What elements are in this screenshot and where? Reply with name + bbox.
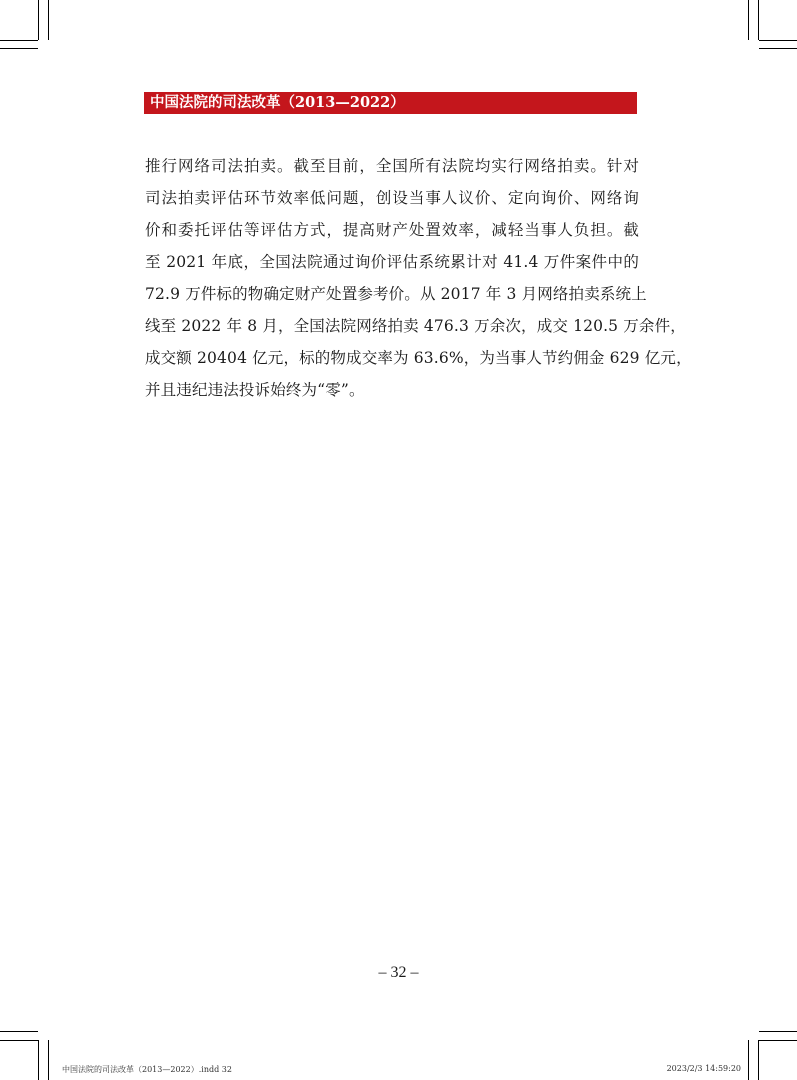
crop-mark bbox=[759, 40, 797, 41]
print-slug-filename: 中国法院的司法改革（2013—2022）.indd 32 bbox=[62, 1065, 232, 1074]
paragraph-line: 并且违纪违法投诉始终为“零”。 bbox=[145, 381, 365, 399]
crop-mark bbox=[0, 1040, 38, 1041]
crop-mark bbox=[758, 0, 759, 40]
paragraph-line: 司法拍卖评估环节效率低问题，创设当事人议价、定向询价、网络询 bbox=[145, 189, 639, 207]
running-header bbox=[144, 92, 637, 114]
crop-mark bbox=[759, 48, 797, 49]
crop-mark bbox=[48, 1040, 49, 1080]
crop-mark bbox=[0, 48, 38, 49]
body-paragraph bbox=[145, 150, 692, 406]
paragraph-line: 价和委托评估等评估方式，提高财产处置效率，减轻当事人负担。截 bbox=[145, 221, 639, 239]
crop-mark bbox=[38, 0, 39, 40]
crop-mark bbox=[748, 0, 749, 40]
paragraph-line: 72.9 万件标的物确定财产处置参考价。从 2017 年 3 月网络拍卖系统上 bbox=[145, 285, 647, 303]
crop-mark bbox=[0, 40, 38, 41]
crop-mark bbox=[748, 1040, 749, 1080]
paragraph-line: 推行网络司法拍卖。截至目前，全国所有法院均实行网络拍卖。针对 bbox=[145, 157, 639, 175]
paragraph-line: 至 2021 年底，全国法院通过询价评估系统累计对 41.4 万件案件中的 bbox=[145, 253, 639, 271]
print-slug-timestamp: 2023/2/3 14:59:20 bbox=[666, 1064, 741, 1073]
running-header-title: 中国法院的司法改革（2013—2022） bbox=[150, 94, 405, 111]
crop-mark bbox=[758, 1040, 759, 1080]
crop-mark bbox=[38, 1040, 39, 1080]
crop-mark bbox=[759, 1040, 797, 1041]
crop-mark bbox=[759, 1031, 797, 1032]
crop-mark bbox=[0, 1031, 38, 1032]
paragraph-line: 线至 2022 年 8 月，全国法院网络拍卖 476.3 万余次，成交 120.5 万余件， bbox=[145, 317, 686, 335]
page-number: – 32 – bbox=[378, 964, 419, 981]
paragraph-line: 成交额 20404 亿元，标的物成交率为 63.6%，为当事人节约佣金 629 亿元， bbox=[145, 349, 692, 367]
crop-mark bbox=[48, 0, 49, 40]
